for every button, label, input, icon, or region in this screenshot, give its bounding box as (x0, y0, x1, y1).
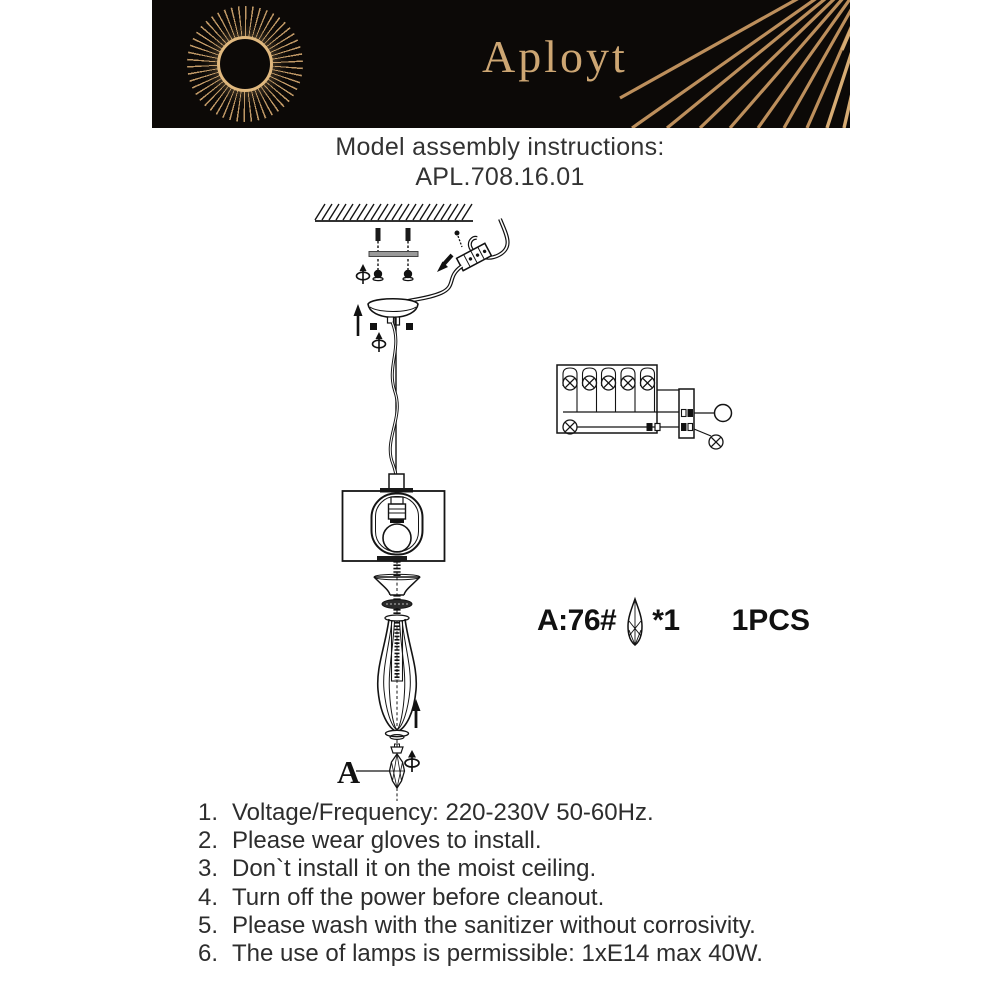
rotate-icon (357, 264, 370, 284)
part-quantity: *1 (652, 604, 680, 637)
part-code: A:76# (537, 604, 617, 637)
suspension-cord (390, 317, 397, 477)
ceiling-canopy (354, 299, 419, 352)
instruction-number: 6. (198, 940, 219, 968)
part-count: 1PCS (731, 604, 810, 637)
brand-name: Aployt (482, 31, 628, 82)
shade-top-fitting (389, 474, 404, 489)
up-arrow-icon (412, 699, 421, 728)
rotate-icon (373, 332, 386, 352)
lamp-shade (343, 474, 445, 561)
teardrop-glass (378, 615, 421, 739)
instruction-number: 1. (198, 799, 219, 826)
up-arrow-icon (354, 304, 363, 336)
instruction-text: The use of lamps is permissible: 1xE14 max 40W. (232, 940, 763, 968)
switch-symbol (715, 405, 732, 422)
instruction-number: 3. (198, 855, 219, 883)
crystal-pendant (337, 740, 419, 801)
rotate-icon (405, 750, 419, 772)
model-number: APL.708.16.01 (415, 163, 585, 191)
instruction-text: Please wear gloves to install. (232, 827, 542, 855)
ceiling-hatch (315, 204, 473, 221)
anchor-screws (369, 228, 418, 281)
instruction-number: 2. (198, 827, 219, 855)
socket (391, 497, 403, 504)
instruction-text: Don`t install it on the moist ceiling. (232, 855, 597, 883)
page-title: Model assembly instructions: (335, 133, 665, 161)
crystal-drop-icon (624, 596, 646, 646)
mains-wire-connector (398, 219, 508, 303)
instruction-number: 4. (198, 883, 219, 911)
light-bulb (383, 524, 411, 552)
instruction-text: Turn off the power before cleanout. (232, 883, 605, 911)
instruction-item (198, 884, 763, 912)
instruction-text: Please wash with the sanitizer without corrosivity. (232, 911, 756, 939)
instruction-item (198, 855, 763, 883)
instruction-item (198, 827, 763, 855)
wiring-diagram (557, 365, 732, 449)
instruction-item (198, 912, 763, 940)
mounting-bracket (369, 252, 418, 257)
instructions-list (198, 799, 763, 968)
instruction-text: Voltage/Frequency: 220-230V 50-60Hz. (232, 799, 654, 826)
instruction-item (198, 940, 763, 968)
parts-list (537, 596, 810, 646)
lamp-symbols (563, 368, 655, 412)
pointer-arrow (437, 255, 452, 272)
callout-label: A (337, 754, 361, 790)
instruction-item (198, 799, 763, 827)
instruction-number: 5. (198, 911, 219, 939)
